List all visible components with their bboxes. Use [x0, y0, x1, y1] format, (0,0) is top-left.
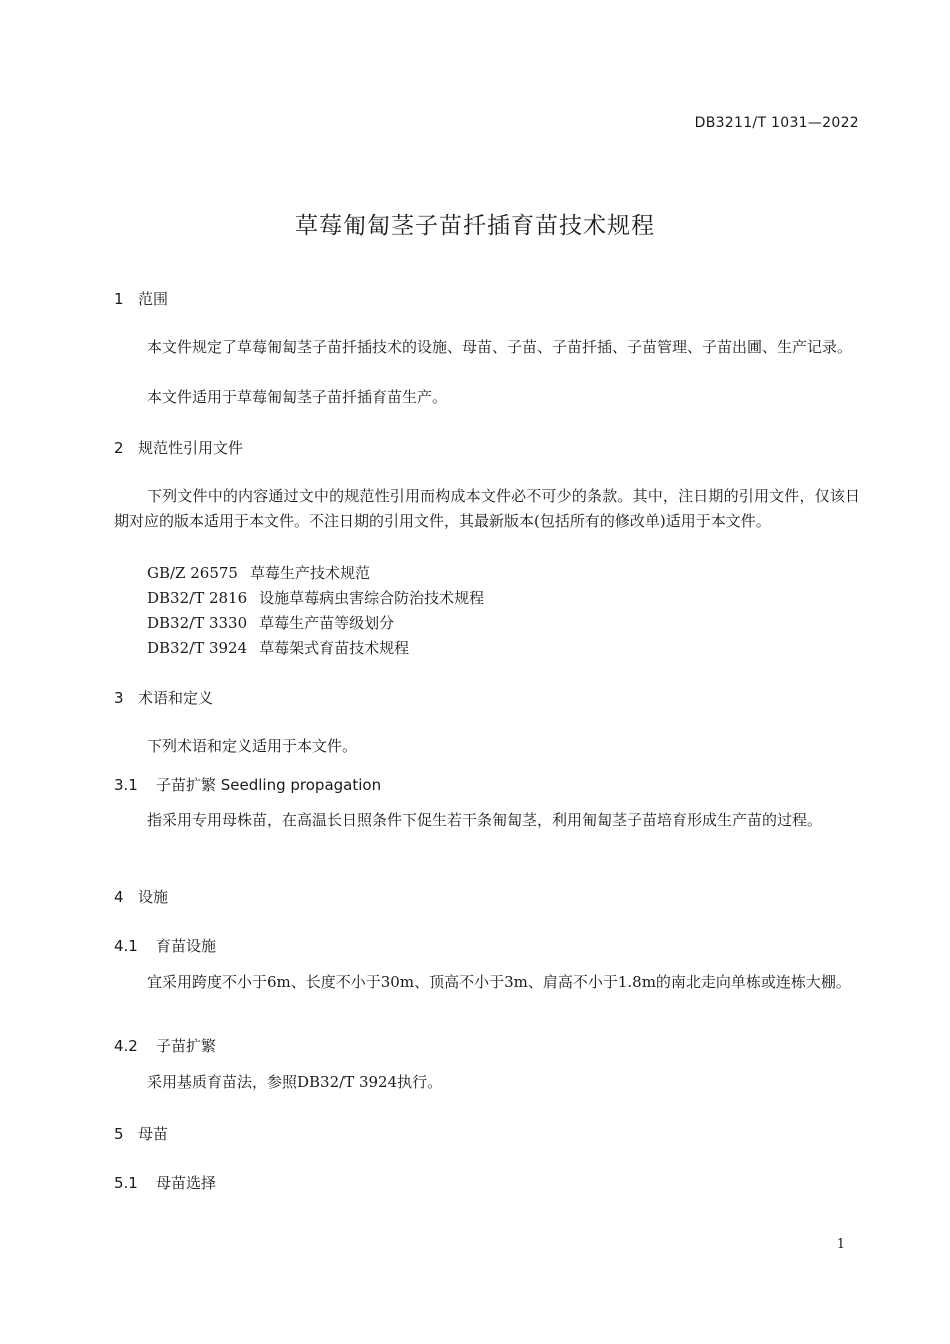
subsection-number: 4.2 — [114, 1037, 138, 1055]
section-heading-1 — [114, 288, 168, 309]
section-number: 4 — [114, 888, 124, 906]
subsection-3-1-paragraph: 指采用专用母株苗，在高温长日照条件下促生若干条匍匐茎，利用匍匐茎子苗培育形成生产苗的过程。 — [147, 811, 823, 829]
subsection-number: 4.1 — [114, 937, 138, 955]
section-3-paragraph-1: 下列术语和定义适用于本文件。 — [147, 737, 358, 755]
subsection-heading-3-1 — [114, 774, 381, 795]
normative-reference — [147, 612, 394, 633]
subsection-title: 子苗扩繁 Seedling propagation — [156, 776, 382, 794]
reference-code: GB/Z 26575 — [147, 564, 238, 582]
reference-code: DB32/T 3330 — [147, 614, 248, 632]
section-number: 1 — [114, 290, 124, 308]
reference-code: DB32/T 2816 — [147, 589, 248, 607]
normative-reference — [147, 587, 484, 608]
normative-reference — [147, 562, 370, 583]
section-1-paragraph-1: 本文件规定了草莓匍匐茎子苗扦插技术的设施、母苗、子苗、子苗扦插、子苗管理、子苗出圃、生产记录。 — [147, 338, 853, 356]
section-heading-5 — [114, 1123, 168, 1144]
page-number: 1 — [836, 1237, 845, 1252]
section-heading-2 — [114, 437, 243, 458]
section-number: 2 — [114, 439, 124, 457]
section-number: 5 — [114, 1125, 124, 1143]
section-number: 3 — [114, 689, 124, 707]
reference-name: 草莓架式育苗技术规程 — [259, 639, 410, 657]
section-title: 术语和定义 — [138, 689, 214, 707]
reference-name: 草莓生产苗等级划分 — [259, 614, 395, 632]
reference-name: 草莓生产技术规范 — [249, 564, 370, 582]
normative-reference — [147, 637, 409, 658]
section-title: 设施 — [138, 888, 169, 906]
subsection-title: 子苗扩繁 — [156, 1037, 217, 1055]
subsection-heading-4-2 — [114, 1035, 216, 1056]
reference-name: 设施草莓病虫害综合防治技术规程 — [259, 589, 485, 607]
document-title: 草莓匍匐茎子苗扦插育苗技术规程 — [295, 213, 655, 239]
section-1-paragraph-2: 本文件适用于草莓匍匐茎子苗扦插育苗生产。 — [147, 388, 448, 406]
section-heading-4 — [114, 886, 168, 907]
document-code: DB3211/T 1031—2022 — [694, 115, 859, 131]
subsection-title: 母苗选择 — [156, 1174, 217, 1192]
section-title: 范围 — [138, 290, 169, 308]
subsection-heading-5-1 — [114, 1172, 216, 1193]
subsection-4-2-paragraph: 采用基质育苗法，参照DB32/T 3924执行。 — [147, 1073, 443, 1091]
reference-code: DB32/T 3924 — [147, 639, 248, 657]
subsection-title: 育苗设施 — [156, 937, 217, 955]
subsection-number: 3.1 — [114, 776, 138, 794]
section-heading-3 — [114, 687, 213, 708]
subsection-4-1-paragraph: 宜采用跨度不小于6m、长度不小于30m、顶高不小于3m、肩高不小于1.8m的南北走向单栋或连栋大棚。 — [147, 973, 851, 991]
section-title: 规范性引用文件 — [138, 439, 244, 457]
subsection-heading-4-1 — [114, 935, 216, 956]
subsection-number: 5.1 — [114, 1174, 138, 1192]
section-2-paragraph-1: 下列文件中的内容通过文中的规范性引用而构成本文件必不可少的条款。其中，注日期的引用文件，仅该日期对应的版本适用于本文件。不注日期的引用文件，其最新版本(包括所有的修改单)适用于本文件。 — [114, 487, 860, 530]
section-title: 母苗 — [138, 1125, 169, 1143]
